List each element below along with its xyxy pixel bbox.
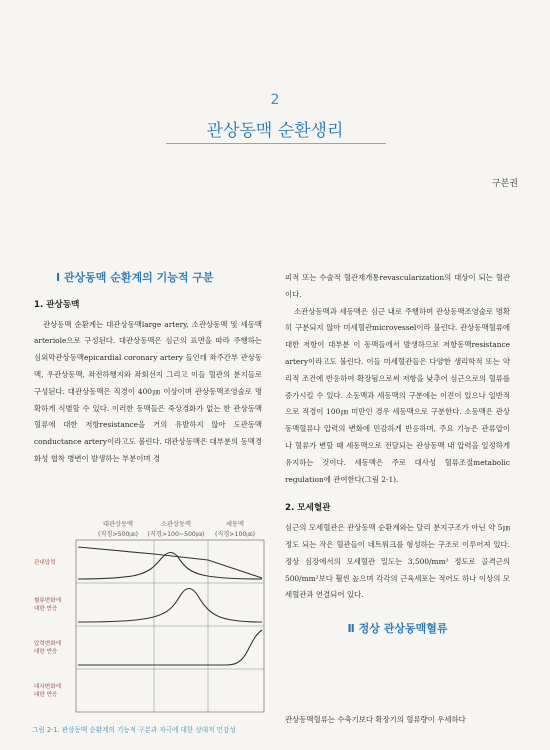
figure-2-1 xyxy=(30,512,270,722)
curve-pressure-response xyxy=(78,589,262,623)
paragraph-continued: 피적 또는 수술적 혈관재개통revascularization의 대상이 되는 혈관이다. xyxy=(285,273,510,299)
row-label-pressure: 관내압력 xyxy=(34,560,56,566)
row-label-pressure-response-1: 압력변화에 xyxy=(34,641,62,647)
col-label-arteriole: 세동맥 xyxy=(226,521,244,528)
paragraph-coronary-artery: 관상동맥 순환계는 대관상동맥large artery, 소관상동맥 및 세동맥arteriole으로 구성된다. 대관상동맥은 심근의 표면을 따라 주행하는 심외막관상동맥epicardial coronary artery 들인데 좌주간부 관상동맥, 우관상동맥, 좌전하행지와 좌회선지 그리고 이들 혈관의 분지들로 구성된다. 대관상동맥은 직경이 400㎛ 이상이며 관상동맥조영술로 명확하게 식별할 수 있다. 이러한 동맥들은 죽상경화가 없는 한 관상동맥혈류에 대한 저항resistance을 거의 유발하지 않아 도관동맥conductance artery이라고도 불린다. 대관상동맥은 대부분의 동맥경화성 협착 병변이 발생하는 부분이며 경 xyxy=(34,319,262,463)
col-size-large-artery: (직경>500㎛) xyxy=(98,531,138,538)
left-column xyxy=(34,270,262,468)
row-label-flow-1: 혈류변화에 xyxy=(34,598,62,604)
right-column xyxy=(285,270,510,604)
chapter-title: 관상동맥 순환생리 xyxy=(206,121,344,141)
col-size-small-artery: (직경>100~500㎛) xyxy=(147,531,205,538)
title-underline xyxy=(166,143,386,144)
curve-pressure xyxy=(78,547,262,578)
row-label-metabolic-1: 대사변화에 xyxy=(34,684,62,690)
curve-metabolic xyxy=(78,630,262,665)
chapter-number: 2 xyxy=(270,92,280,108)
col-label-large-artery: 대관상동맥 xyxy=(103,521,133,528)
paragraph-normal-flow: 관상동맥혈류는 수축기보다 확장기의 혈류량이 우세하다 xyxy=(285,715,466,724)
row-label-flow-2: 대한 반응 xyxy=(34,606,58,612)
col-label-small-artery: 소관상동맥 xyxy=(161,521,191,528)
paragraph-microvessels: 소관상동맥과 세동맥은 심근 내로 주행하며 관상동맥조영술로 명확히 구분되지 않아 미세혈관microvessel이라 불린다. 관상동맥혈류에 대한 저항이 대부분 이 동맥들에서 발생하므로 저항동맥resistance artery이라고도 불린다. 이들 미세혈관들은 다양한 생리학적 또는 약리적 조건에 반응하여 확장됨으로써 저항을 낮추어 심근으로의 혈류를 증가시킬 수 있다. 소동맥과 세동맥의 구분에는 이견이 있으나 일반적으로 직경이 100㎛ 미만인 경우 세동맥으로 구분한다. 소동맥은 관상동맥혈류나 압력의 변화에 민감하게 반응하며, 주요 기능은 관류압이나 혈류가 변할 때 세동맥으로 전달되는 관상동맥 내 압력을 일정하게 유지하는 것이다. 세동맥은 주로 대사성 혈류조절metabolic regulation에 관여한다(그림 2-1). xyxy=(285,306,510,484)
row-label-pressure-response-2: 대한 반응 xyxy=(34,649,58,655)
paragraph-capillary: 심근의 모세혈관은 관상동맥 순환계와는 달리 분지구조가 아닌 약 5㎛ 정도 되는 작은 혈관들이 네트워크를 형성하는 구조로 이루어져 있다. 정상 심장에서의 모세혈관 밀도는 3,500/mm² 정도로 골격근의 500/mm²보다 훨씬 높으며 각각의 근육세포는 적어도 하나 이상의 모세혈관과 연결되어 있다. xyxy=(285,523,510,600)
col-size-arteriole: (직경>100㎛) xyxy=(215,531,255,538)
figure-diagram xyxy=(30,512,270,722)
section-heading-1: Ⅰ 관상동맥 순환계의 기능적 구분 xyxy=(56,271,214,284)
section-heading-2: Ⅱ 정상 관상동맥혈류 xyxy=(347,622,448,635)
figure-caption: 그림 2-1. 관상동맥 순환계의 기능적 구분과 자극에 대한 상대적 민감성 xyxy=(32,726,236,734)
author-name: 구본권 xyxy=(491,179,518,189)
subheading-capillary: 2. 모세혈관 xyxy=(285,503,331,514)
subheading-coronary-artery: 1. 관상동맥 xyxy=(34,299,80,310)
row-label-metabolic-2: 대한 반응 xyxy=(34,692,58,698)
curve-flow xyxy=(78,553,262,580)
